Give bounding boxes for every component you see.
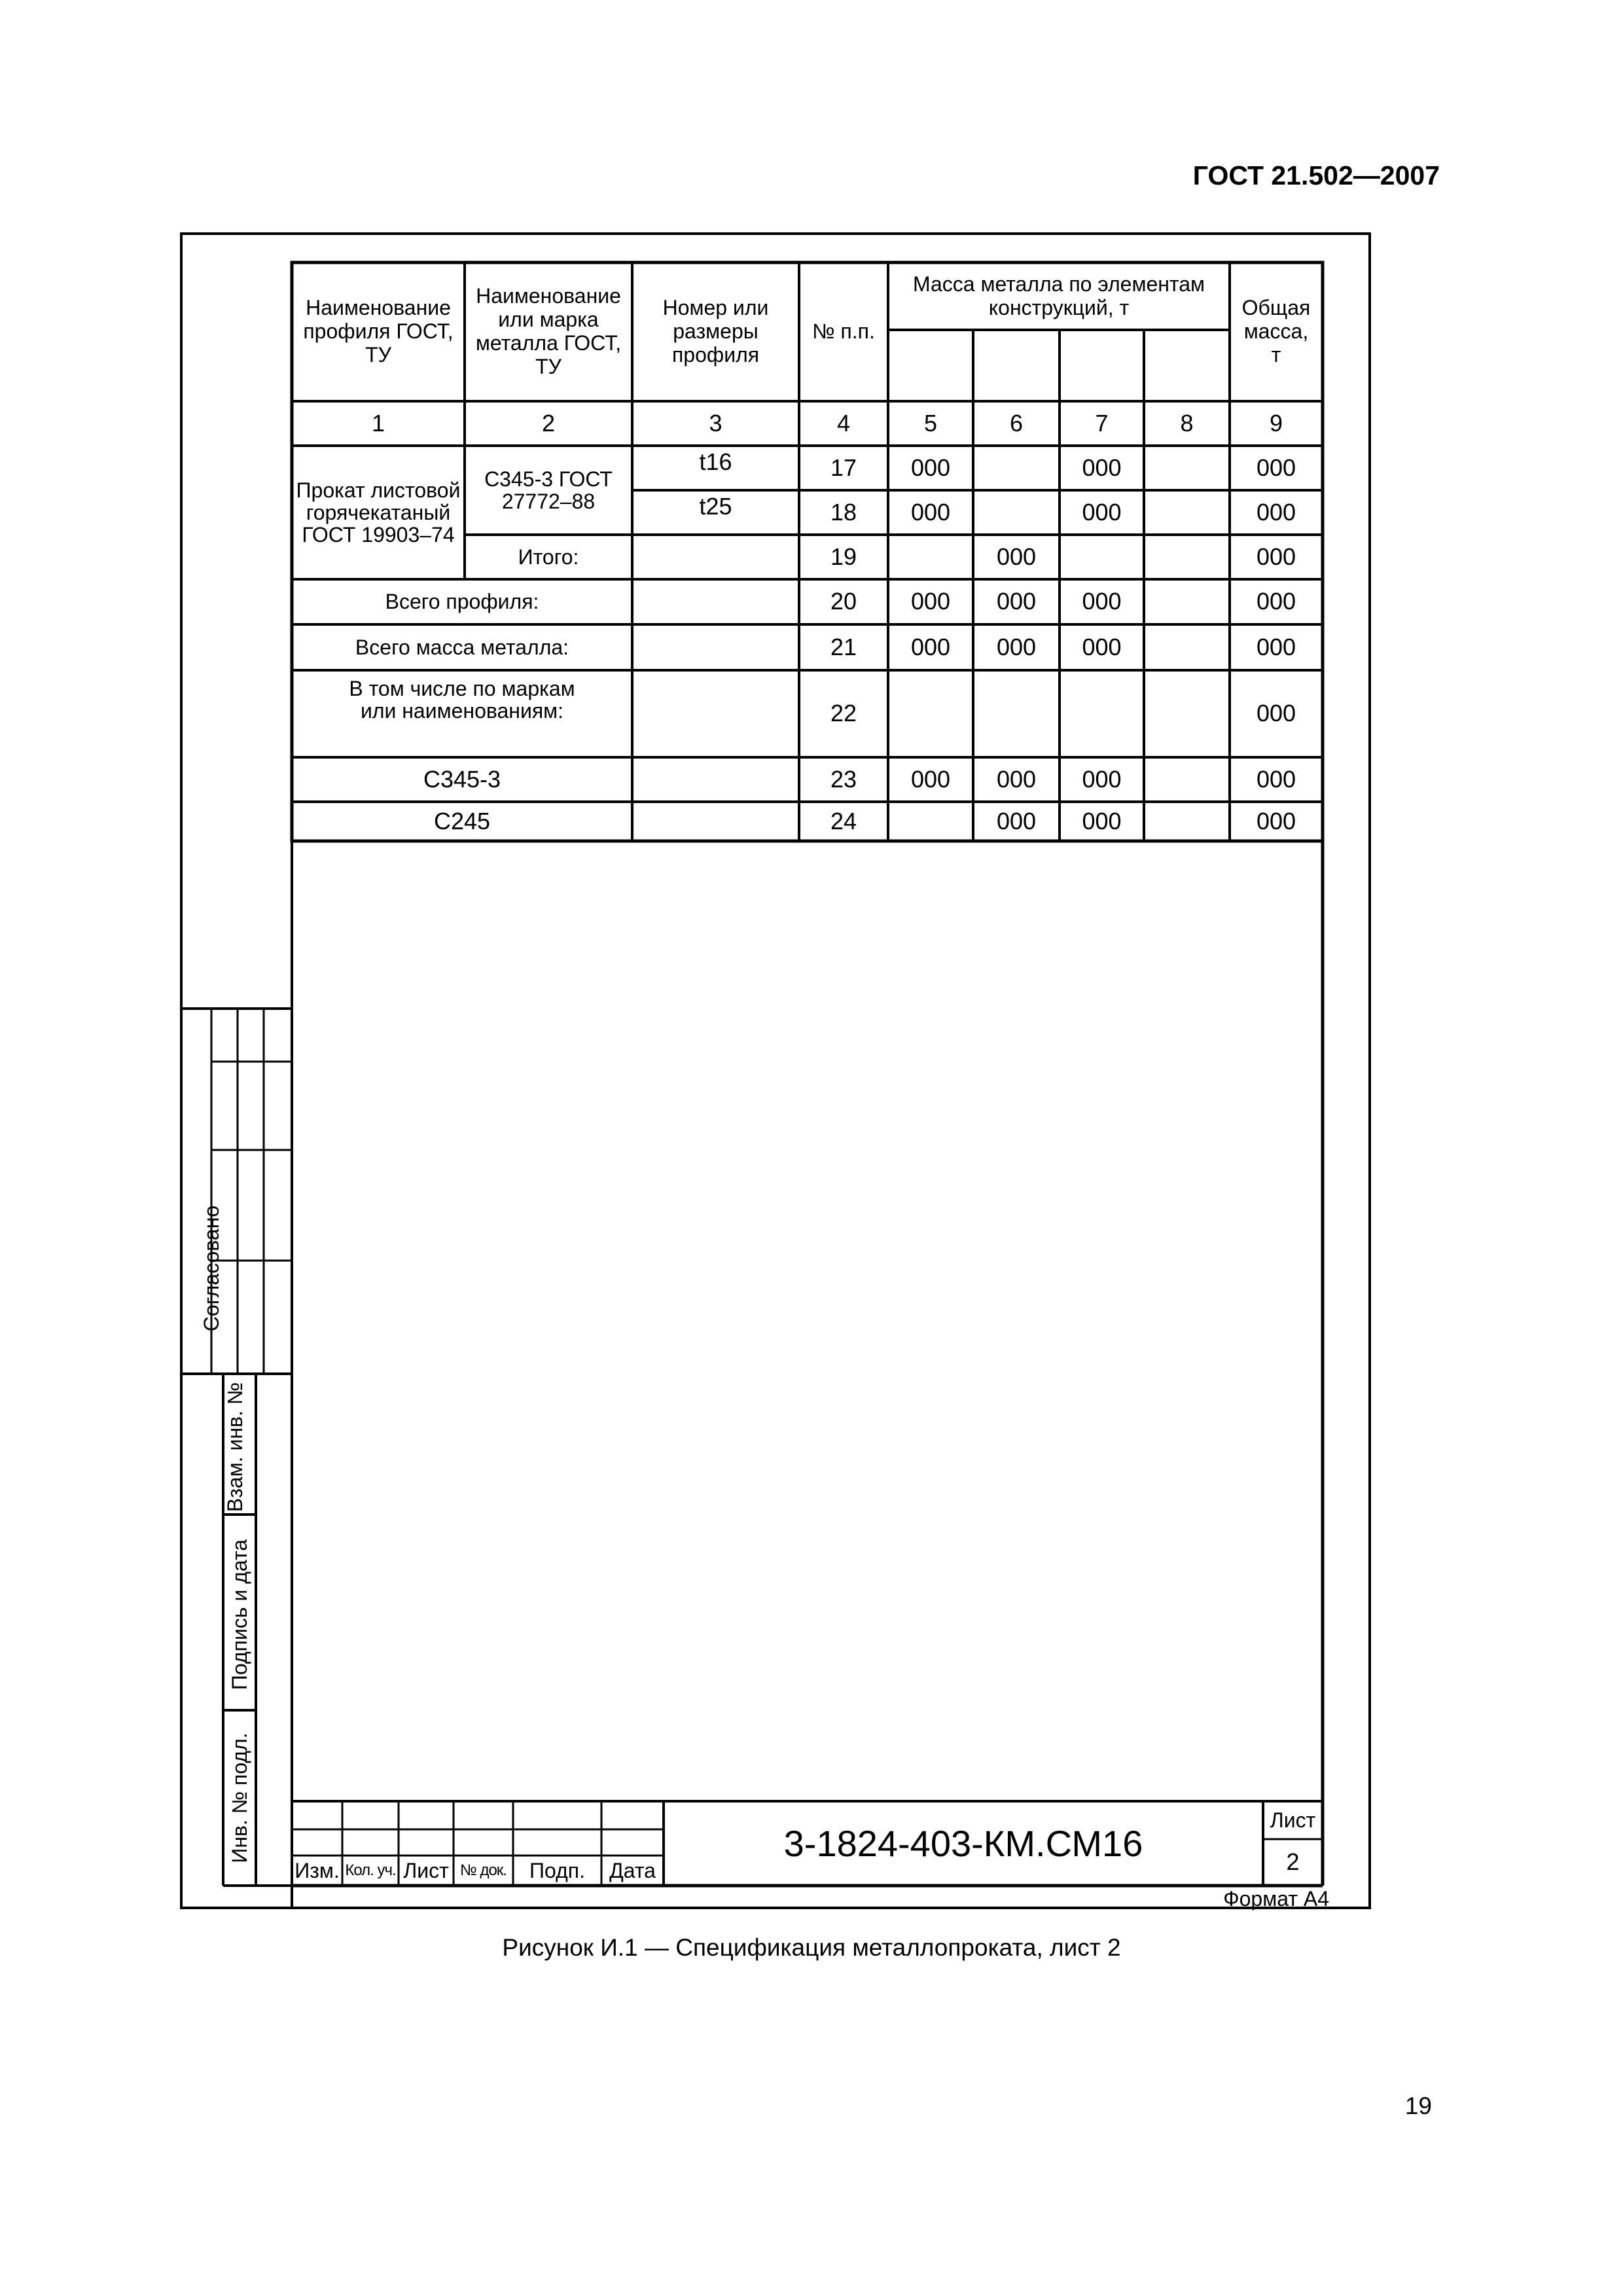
table-cell: t16 — [699, 448, 732, 475]
table-cell: 17 — [830, 454, 857, 481]
table-cell: 23 — [830, 765, 857, 793]
header-mass-group: Масса металла по элементам конструкций, т — [912, 272, 1205, 319]
table-cell: 000 — [1082, 633, 1122, 660]
table-cell — [1144, 757, 1230, 802]
title-block-column: Дата — [609, 1858, 656, 1882]
col-number: 4 — [836, 409, 851, 437]
table-cell: 000 — [910, 588, 951, 615]
table-cell — [1144, 490, 1230, 535]
table-cell — [1144, 579, 1230, 624]
table-cell: 21 — [830, 633, 857, 660]
figure-caption: Рисунок И.1 — Спецификация металлопроката, лист 2 — [502, 1934, 1121, 1961]
header-profile-name: Наименование профиля ГОСТ, ТУ — [303, 296, 454, 367]
header-item-number: № п.п. — [812, 319, 875, 344]
table-cell: 000 — [910, 454, 951, 481]
table-cell: 000 — [1256, 807, 1296, 834]
table-cell: 000 — [1256, 765, 1296, 793]
table-cell: 24 — [830, 807, 857, 834]
table-cell: 000 — [1256, 700, 1296, 727]
title-block-column: Изм. — [294, 1858, 340, 1882]
col-number: 3 — [709, 409, 722, 437]
col-number: 8 — [1180, 409, 1194, 437]
table-cell: 000 — [996, 543, 1037, 570]
table-cell: 19 — [830, 543, 857, 570]
table-cell: 000 — [910, 633, 951, 660]
table-cell: С245 — [433, 807, 491, 834]
header-profile-size: Номер или размеры профиля — [662, 296, 769, 367]
original-inv-label: Инв. № подл. — [227, 1732, 251, 1863]
table-cell: 000 — [910, 498, 951, 526]
table-cell — [888, 670, 973, 757]
table-cell: 000 — [1256, 543, 1296, 570]
table-cell — [973, 670, 1060, 757]
title-block-column: Подп. — [529, 1858, 585, 1882]
replaced-inv-label: Взам. инв. № — [223, 1382, 247, 1513]
table-cell: t25 — [699, 492, 732, 520]
table-cell: 000 — [1256, 498, 1296, 526]
steel-grade-cell: С345-3 ГОСТ 27772–88 — [484, 467, 613, 513]
document-designation: 3-1824-403-КМ.СМ16 — [783, 1822, 1143, 1864]
table-cell — [1144, 624, 1230, 670]
table-cell: 000 — [1082, 807, 1122, 834]
header-steel-grade: Наименование или марка металла ГОСТ, ТУ — [475, 284, 622, 378]
table-cell: 000 — [1256, 588, 1296, 615]
table-cell: 000 — [1082, 454, 1122, 481]
table-cell: 000 — [1256, 633, 1296, 660]
title-block-column: Кол. уч. — [345, 1861, 396, 1880]
table-cell: В том числе по маркам или наименованиям: — [349, 676, 575, 723]
table-cell — [1144, 802, 1230, 841]
table-cell — [1144, 535, 1230, 579]
table-cell — [1144, 670, 1230, 757]
table-cell — [888, 535, 973, 579]
sheet-number: 2 — [1286, 1848, 1300, 1876]
table-cell — [1060, 535, 1144, 579]
col-number: 5 — [923, 409, 938, 437]
col-number: 6 — [1009, 409, 1024, 437]
profile-name-cell: Прокат листовой горячекатаный ГОСТ 19903–74 — [296, 478, 461, 547]
table-cell: 000 — [910, 765, 951, 793]
table-cell: 20 — [830, 588, 857, 615]
table-cell — [973, 446, 1060, 490]
table-cell — [1144, 446, 1230, 490]
col-number: 2 — [541, 409, 556, 437]
table-cell: 000 — [996, 765, 1037, 793]
page-title: ГОСТ 21.502—2007 — [1192, 160, 1440, 190]
table-cell — [888, 802, 973, 841]
table-cell: 000 — [1082, 588, 1122, 615]
table-cell: Всего профиля: — [385, 590, 539, 614]
table-cell: 000 — [996, 588, 1037, 615]
table-cell — [1060, 670, 1144, 757]
table-cell: Всего масса металла: — [355, 635, 569, 659]
table-cell: 000 — [996, 807, 1037, 834]
format-label: Формат А4 — [1223, 1887, 1329, 1910]
table-cell: 18 — [830, 498, 857, 526]
col-number: 9 — [1269, 409, 1283, 437]
table-cell: 000 — [1082, 498, 1122, 526]
table-cell: 22 — [830, 700, 857, 727]
drawing-frame — [180, 232, 1371, 1909]
header-total-mass: Общая масса, т — [1241, 296, 1311, 367]
table-cell: 000 — [996, 633, 1037, 660]
page-number: 19 — [1404, 2092, 1432, 2119]
signature-date-label: Подпись и дата — [227, 1539, 251, 1691]
sheet-label: Лист — [1270, 1808, 1316, 1832]
table-cell: Итого: — [518, 545, 579, 569]
table-cell — [973, 490, 1060, 535]
table-cell: 000 — [1256, 454, 1296, 481]
table-cell: С345-3 — [423, 765, 501, 793]
col-number: 1 — [371, 409, 385, 437]
agreed-label: Согласовано — [199, 1205, 223, 1332]
title-block-column: № док. — [460, 1861, 507, 1880]
title-block-column: Лист — [403, 1858, 449, 1882]
col-number: 7 — [1095, 409, 1109, 437]
table-cell: 000 — [1082, 765, 1122, 793]
